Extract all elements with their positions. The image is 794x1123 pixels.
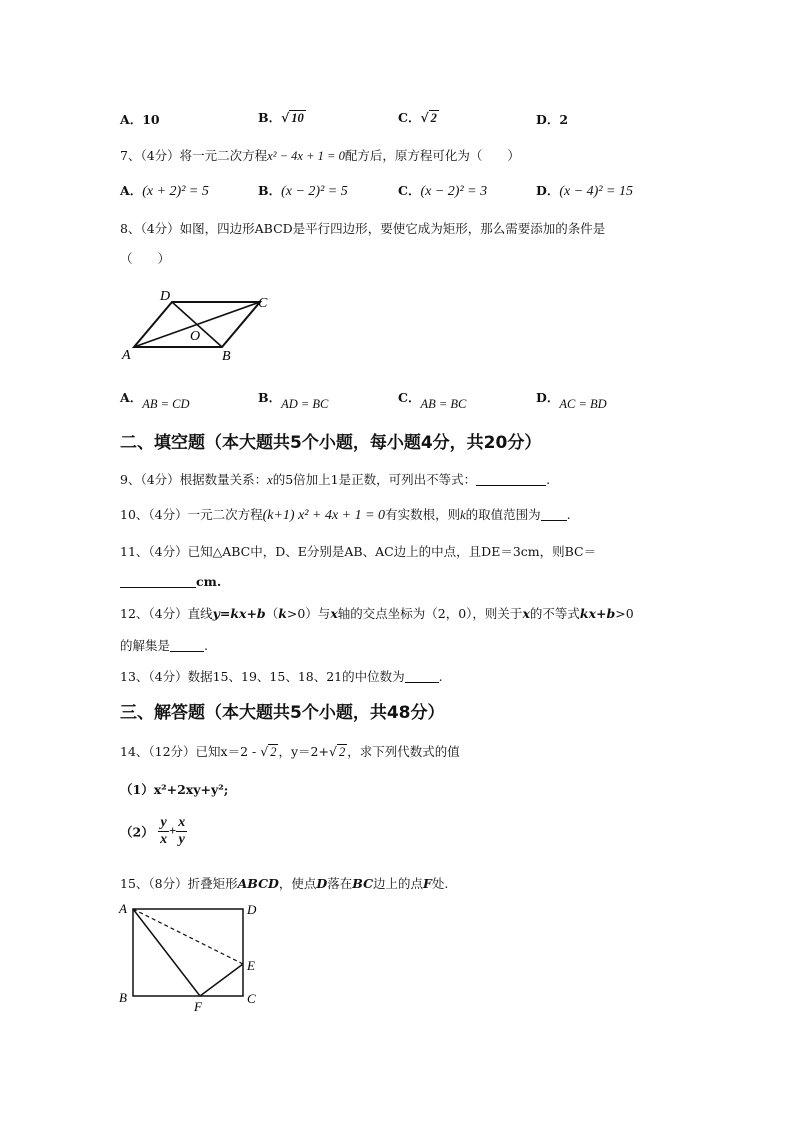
q15-text: ，使点 <box>278 876 317 891</box>
option-label: D． <box>536 390 560 405</box>
q8-option-d[interactable] <box>536 388 607 412</box>
option-label: A． <box>120 112 143 127</box>
option-expr: (x + 2)² = 5 <box>142 184 209 199</box>
option-label: C． <box>398 390 421 405</box>
label-f: F <box>194 999 202 1014</box>
option-label: A． <box>120 183 143 198</box>
option-value: 10 <box>142 112 160 127</box>
q12-text: 轴的交点坐标为（2，0），则关于 <box>337 606 523 621</box>
answer-blank[interactable] <box>170 639 204 652</box>
q13-text: 13、（4分）数据15、19、15、18、21的中位数为 <box>120 669 405 684</box>
q6-option-b[interactable]: B．√ 10 <box>258 110 304 125</box>
q15-text: 边上的点 <box>373 876 424 891</box>
denominator: x <box>160 832 168 847</box>
option-expr: AB = CD <box>142 397 190 411</box>
q15-text: 15、（8分）折叠矩形 <box>120 876 238 891</box>
option-expr: AC = BD <box>559 397 607 411</box>
q8-question-line1: 8、（4分）如图，四边形ABCD是平行四边形，要使它成为矩形，那么需要添加的条件是 <box>120 221 606 236</box>
q13-end: . <box>438 669 443 684</box>
option-label: C． <box>398 183 421 198</box>
q12-text: 的解集是 <box>120 638 171 653</box>
q7-option-c[interactable] <box>398 181 487 200</box>
q7-option-d[interactable] <box>536 181 633 200</box>
radicand: 2 <box>430 111 437 125</box>
option-expr: (x − 4)² = 15 <box>559 184 633 199</box>
label-d: D <box>160 289 171 304</box>
q15-math: D <box>316 876 328 891</box>
q11-question-line2 <box>120 574 221 589</box>
q8-question-line2: （ ） <box>120 251 171 266</box>
numerator: y <box>158 815 169 832</box>
q6-option-d[interactable] <box>536 110 568 128</box>
label-e: E <box>247 958 255 973</box>
option-label: B． <box>258 390 282 405</box>
q15-text: 落在 <box>327 876 353 891</box>
answer-blank[interactable] <box>120 575 196 588</box>
option-expr: AB = BC <box>420 397 467 411</box>
rectangle-abcd <box>133 909 243 996</box>
q7-option-a[interactable] <box>120 181 209 200</box>
q12-ineq-expr: kx+b <box>579 606 616 621</box>
q15-rectangle-figure <box>114 898 274 1018</box>
q12-var: k <box>278 606 287 621</box>
plus-sign: + <box>169 824 177 838</box>
fold-fe <box>200 964 243 996</box>
answer-blank[interactable] <box>476 473 546 486</box>
option-expr: (x − 2)² = 3 <box>420 184 488 199</box>
option-value: 2 <box>559 112 569 127</box>
q12-text: 12、（4分）直线 <box>120 606 213 621</box>
label-o: O <box>190 329 201 344</box>
denominator: y <box>178 832 185 847</box>
q8-parallelogram-figure <box>118 286 278 366</box>
q9-text: 的5倍加上1是正数，可列出不等式： <box>272 472 477 487</box>
q14-sub1: （1）x²+2xy+y²; <box>120 782 229 797</box>
q11-unit: cm. <box>196 574 222 589</box>
q12-var: x <box>522 606 530 621</box>
label-b: B <box>222 349 231 364</box>
option-expr: (x − 2)² = 5 <box>281 184 348 199</box>
q10-text: 10、（4分）一元二次方程 <box>120 507 263 522</box>
q11-question-line1: 11、（4分）已知△ABC中，D、E分别是AB、AC边上的中点，且DE＝3cm，则BC＝ <box>120 544 597 559</box>
label-a: A <box>122 348 131 363</box>
radicand: 10 <box>291 111 304 125</box>
q6-option-a[interactable] <box>120 110 160 128</box>
fraction-y-over-x <box>158 815 169 848</box>
q12-text: >0）与 <box>286 606 331 621</box>
option-label: B． <box>258 183 282 198</box>
q9-var: x <box>267 473 273 487</box>
fraction-x-over-y <box>176 815 187 848</box>
q12-question-line2 <box>120 636 208 654</box>
q12-line-expr: y=kx+b <box>212 606 266 621</box>
q14-text: ，y＝2+ <box>278 744 329 759</box>
q10-question <box>120 505 571 524</box>
q12-text: >0 <box>615 606 634 621</box>
q7-suffix: 配方后，原方程可化为（ ） <box>344 148 520 163</box>
q6-option-c[interactable]: C．√ 2 <box>398 110 437 125</box>
q15-math: ABCD <box>237 876 279 891</box>
option-expr: AD = BC <box>281 397 329 411</box>
q7-prefix: 7、（4分）将一元二次方程 <box>120 148 268 163</box>
q15-math: BC <box>352 876 374 891</box>
q7-question <box>120 146 520 164</box>
q14-text: ，求下列代数式的值 <box>347 744 460 759</box>
q10-end: . <box>566 507 571 522</box>
label-a: A <box>119 901 127 916</box>
option-label: A． <box>120 390 143 405</box>
label-c: C <box>258 296 268 311</box>
option-label: C． <box>398 110 421 125</box>
q12-text: 的不等式 <box>529 606 580 621</box>
q9-text: 9、（4分）根据数量关系： <box>120 472 268 487</box>
q12-var: x <box>330 606 338 621</box>
answer-blank[interactable] <box>405 670 439 683</box>
q14-text: 14、（12分）已知x＝2 - <box>120 744 261 759</box>
q8-option-b[interactable] <box>258 388 328 412</box>
option-label: D． <box>536 183 560 198</box>
q9-end: . <box>546 472 551 487</box>
option-label: B． <box>258 110 282 125</box>
q10-equation: (k+1) x² + 4x + 1 = 0 <box>262 508 386 523</box>
numerator: x <box>178 815 186 830</box>
label-b: B <box>119 990 127 1005</box>
q12-text: （ <box>265 606 279 621</box>
q8-option-c[interactable] <box>398 388 466 412</box>
q10-text: 有实数根，则 <box>385 507 461 522</box>
radicand: 2 <box>270 745 277 759</box>
q15-question <box>120 874 448 892</box>
section3-title: 三、解答题（本大题共5个小题，共48分） <box>120 703 445 723</box>
label-c: C <box>247 991 256 1006</box>
q15-math: F <box>423 876 432 891</box>
q8-option-a[interactable] <box>120 388 190 412</box>
option-label: D． <box>536 112 560 127</box>
label-d: D <box>247 902 257 917</box>
q15-text: 处. <box>431 876 449 891</box>
q7-equation: x² − 4x + 1 = 0 <box>267 149 345 163</box>
answer-blank[interactable] <box>541 508 567 521</box>
q7-option-b[interactable] <box>258 181 348 200</box>
crease-ae <box>133 909 243 964</box>
fold-af <box>133 909 200 996</box>
q14-question: 14、（12分）已知x＝2 - √ 2 ，y＝2+√ 2 ，求下列代数式的值 <box>120 744 460 759</box>
section2-title: 二、填空题（本大题共5个小题，每小题4分，共20分） <box>120 433 542 453</box>
q14-sub2 <box>120 815 187 848</box>
q12-end: . <box>204 638 208 653</box>
q12-question-line1 <box>120 604 634 622</box>
radicand: 2 <box>338 745 346 759</box>
q9-question <box>120 470 550 488</box>
q10-var: k <box>460 508 466 522</box>
q13-question <box>120 667 443 685</box>
q10-text: 的取值范围为 <box>465 507 541 522</box>
q14-sub2-label: （2） <box>120 824 154 840</box>
